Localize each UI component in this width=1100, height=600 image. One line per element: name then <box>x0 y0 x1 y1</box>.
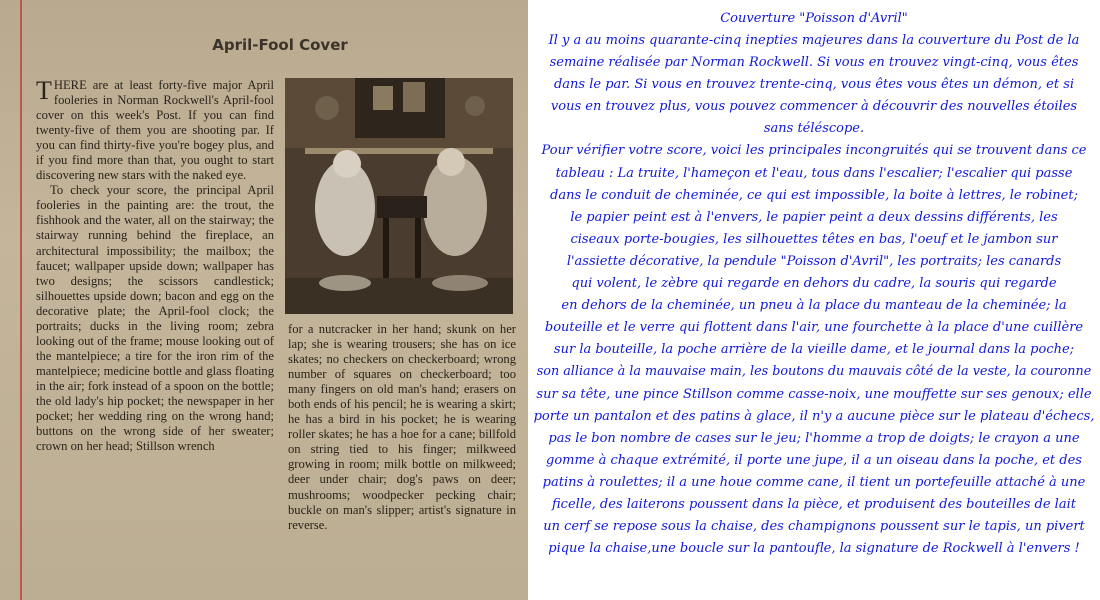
translation-line: qui volent, le zèbre qui regarde en dehors du cadre, la souris qui regarde <box>571 276 1057 292</box>
translation-title: Couverture "Poisson d'Avril" <box>720 11 908 26</box>
article-heading: April-Fool Cover <box>212 36 348 54</box>
translation-line: dans le par. Si vous en trouvez trente-cinq, vous êtes vous êtes un démon, et si <box>553 77 1075 93</box>
translation-line: sans téléscope. <box>763 121 865 137</box>
article-column-right: for a nutcracker in her hand; skunk on her lap; she is wearing trousers; she has on ice skates; no checkers on checkerboard; wrong number of squares on checkerboard; too many fingers on old man's hand; erasers on both ends of his pencil; he is wearing a skirt; he has a bird in his pocket; he is wearing roller skates; he has a hoe for a cane; billfold on string tied to his finger; milkweed growing in room; milk bottle on milkweed; deer under chair; dog's paws on deer; mushrooms; woodpecker pecking chair; buckle on man's slipper; artist's signature in reverse. <box>288 322 516 532</box>
margin-red-rule <box>20 0 22 600</box>
translation-line: Il y a au moins quarante-cinq inepties majeures dans la couverture du Post de la <box>548 33 1080 48</box>
article-paragraph-2: To check your score, the principal April fooleries in the painting are: the trout, the fishhook and the water, all on the stairway; the stairway running behind the fireplace, an architectural impossibility; the mailbox; the faucet; wallpaper upside down; wallpaper has two designs; the scissors candlestick; silhouettes upside down; bacon and egg on the decorative plate; the April-fool clock; the portraits; ducks in the living room; zebra looking out of the frame; mouse looking out of the mantelpiece; a tire for the iron rim of the mantelpiece; medicine bottle and glass floating in the air; fork instead of a spoon on the bottle; the old lady's hip pocket; the newspaper in her pocket; her wedding ring on the wrong hand; buttons on the wrong side of her sweater; crown on her head; Stillson wrench <box>36 183 274 454</box>
translation-line: dans le conduit de cheminée, ce qui est impossible, la boite à lettres, le robinet; <box>550 187 1078 203</box>
article-paragraph-1 <box>36 78 274 183</box>
translation-line: son alliance à la mauvaise main, les boutons du mauvais côté de la veste, la couronne <box>536 364 1092 380</box>
drop-cap: T <box>36 76 52 105</box>
translation-line: gomme à chaque extrémité, il porte une jupe, il a un oiseau dans la poche, et des <box>546 452 1082 468</box>
article-column-left <box>36 78 274 454</box>
translation-line: pas le bon nombre de cases sur le jeu; l'homme a trop de doigts; le crayon a une <box>548 430 1080 446</box>
translation-line: vous en trouvez plus, vous pouvez commencer à découvrir des nouvelles étoiles <box>550 99 1078 115</box>
translation-line: ficelle, des laiterons poussent dans la pièce, et produisent des bouteilles de lait <box>552 496 1076 512</box>
paragraph-1-text: HERE are at least forty-five major April fooleries in Norman Rockwell's April-fool cover on this week's Post. If you can find twenty-five of them you are shooting par. If you can find thirty-five you're bogey plus, and if you find more than that, you ought to start discovering new stars with the naked eye. <box>36 78 274 183</box>
translation-line: tableau : La truite, l'hameçon et l'eau, tous dans l'escalier; l'escalier qui passe <box>555 165 1073 181</box>
translation-line: l'assiette décorative, la pendule "Poisson d'Avril", les portraits; les canards <box>566 253 1062 269</box>
translation-line: ciseaux porte-bougies, les silhouettes têtes en bas, l'oeuf et le jambon sur <box>570 231 1058 247</box>
translation-line: Pour vérifier votre score, voici les principales incongruités qui se trouvent dans ce <box>541 143 1087 159</box>
translation-line: en dehors de la cheminée, un pneu à la place du manteau de la cheminée; la <box>561 298 1067 314</box>
translation-line: patins à roulettes; il a une houe comme cane, il tient un portefeuille attaché à une <box>542 474 1086 490</box>
translation-line: semaine réalisée par Norman Rockwell. Si vous en trouvez vingt-cinq, vous êtes <box>549 55 1079 71</box>
magazine-page-photo <box>0 0 528 600</box>
translation-line: bouteille et le verre qui flottent dans l'air, une fourchette à la place d'une cuillère <box>544 320 1084 336</box>
translation-line: un cerf se repose sous la chaise, des champignons poussent sur le tapis, un pivert <box>543 519 1085 535</box>
translation-line: le papier peint est à l'envers, le papier peint a deux dessins différents, les <box>570 209 1058 225</box>
translation-line: sur la bouteille, la poche arrière de la vieille dame, et le journal dans la poche; <box>553 342 1075 358</box>
translation-line: sur sa tête, une pince Stillson comme casse-noix, une mouffette sur ses genoux; elle <box>536 386 1092 402</box>
translation-line: pique la chaise,une boucle sur la pantoufle, la signature de Rockwell à l'envers ! <box>548 541 1080 557</box>
rockwell-painting-image <box>285 78 513 314</box>
french-translation-panel <box>528 0 1100 600</box>
translation-line: porte un pantalon et des patins à glace, il n'y a aucune pièce sur le plateau d'échecs, <box>533 408 1095 424</box>
